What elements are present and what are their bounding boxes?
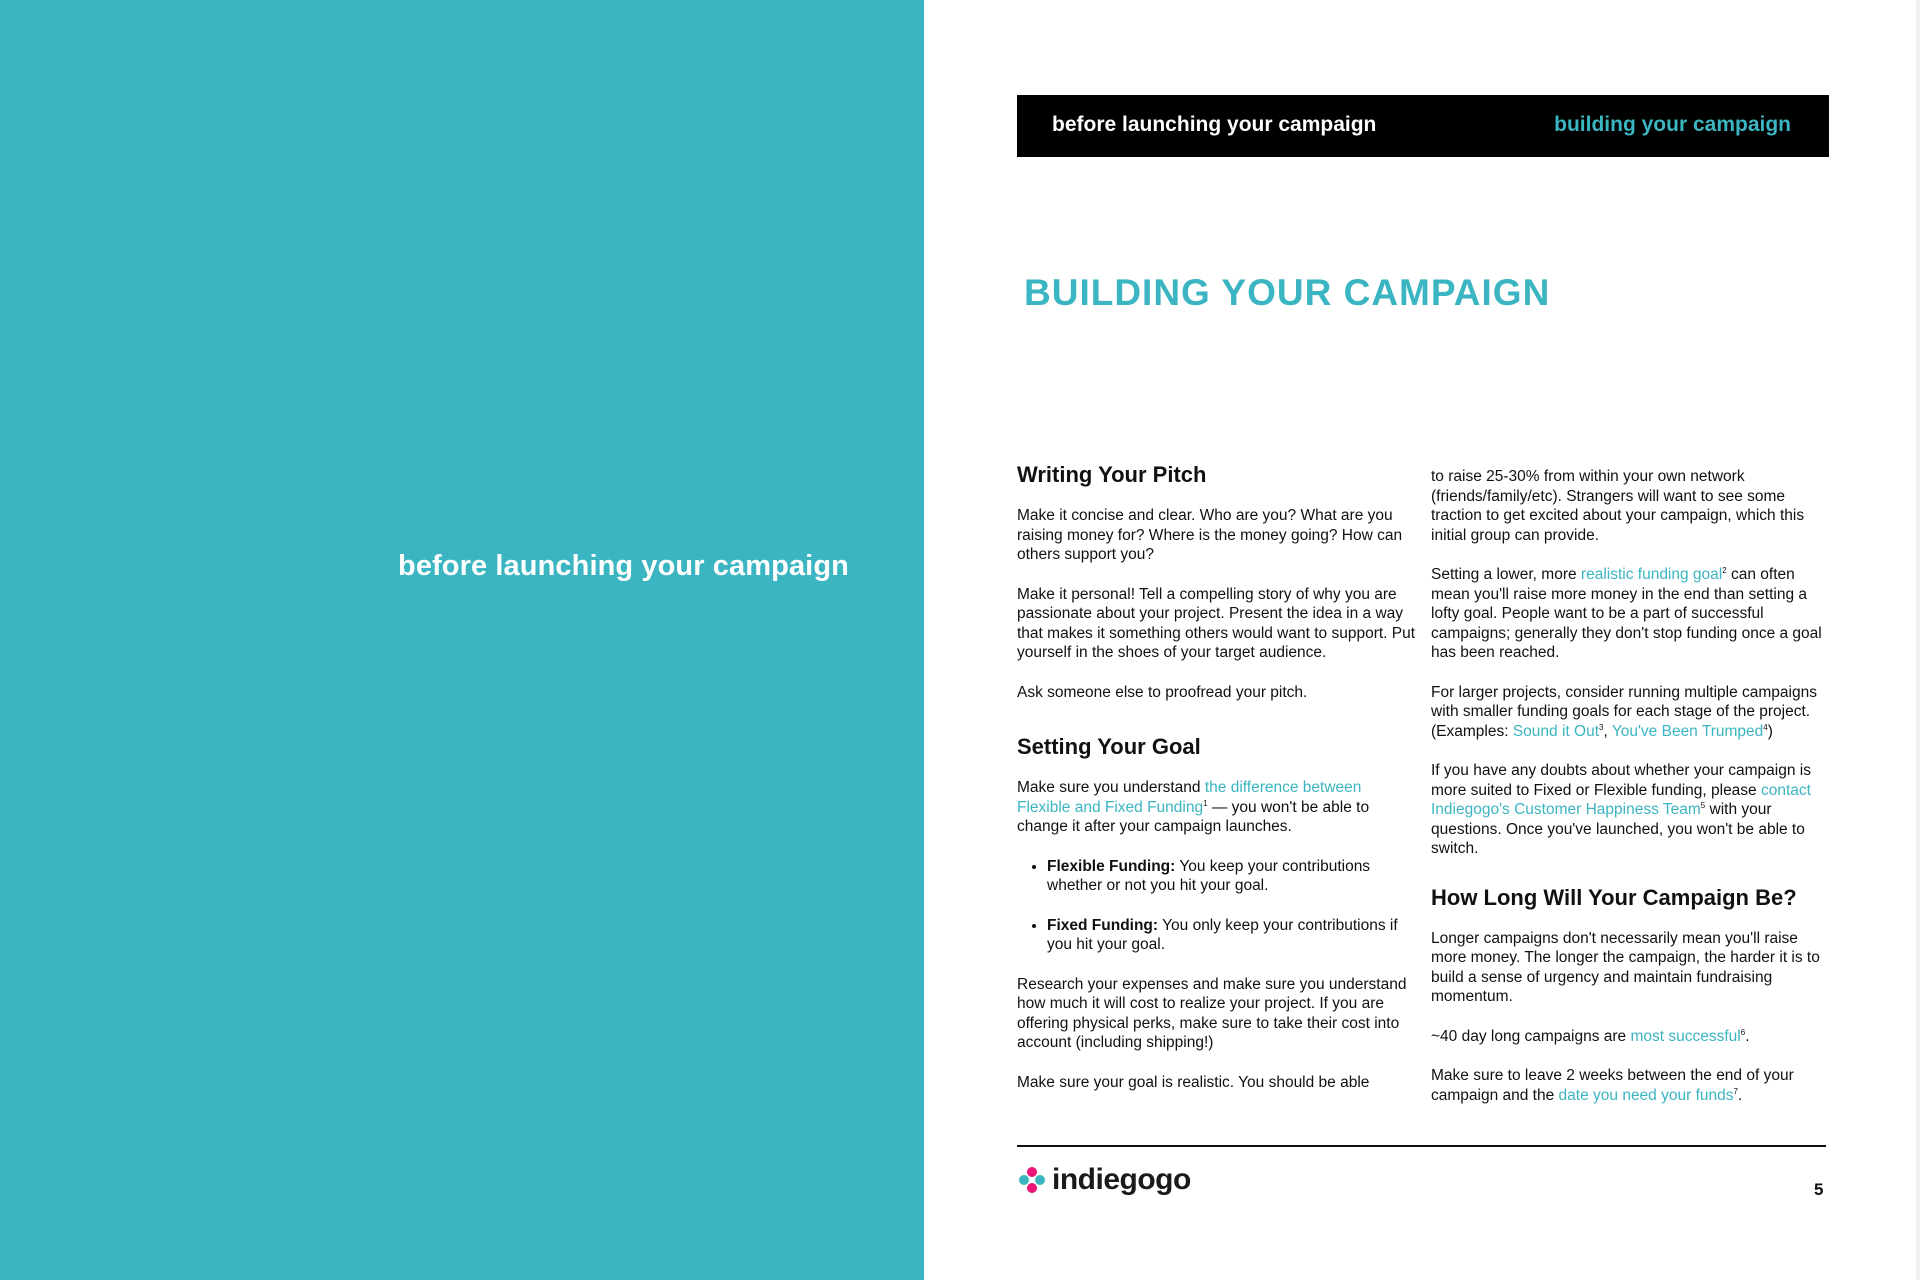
right-column xyxy=(1431,467,1833,1125)
youve-been-trumped-link[interactable]: You've Been Trumped xyxy=(1611,722,1764,740)
left-column xyxy=(1017,462,1419,1112)
funding-type-list xyxy=(1017,857,1419,955)
writing-pitch-paragraph-1: Make it concise and clear. Who are you? What are you raising money for? Where is the money going? How can others support you? xyxy=(1017,507,1403,563)
date-you-need-funds-link[interactable]: date you need your funds xyxy=(1558,1086,1734,1104)
text-segment: , xyxy=(1603,722,1612,740)
indiegogo-flower-icon xyxy=(1018,1166,1046,1194)
text-segment: Make sure to leave 2 weeks between the end of your campaign and the xyxy=(1431,1067,1794,1104)
text-segment: Make sure you understand xyxy=(1017,779,1205,796)
writing-pitch-paragraph-2: Make it personal! Tell a compelling story of why you are passionate about your project. Present the idea in a way that makes it something others would want to support. Put yourself in the shoes of your target audience. xyxy=(1017,585,1416,661)
customer-happiness-link[interactable]: contact Indiegogo's Customer Happiness Team xyxy=(1431,781,1811,818)
realistic-funding-goal-link[interactable]: realistic funding goal xyxy=(1580,566,1723,583)
footnote-ref: 5 xyxy=(1700,800,1706,810)
footnote-ref: 3 xyxy=(1599,722,1604,732)
list-item xyxy=(1047,857,1419,896)
document-page xyxy=(924,0,1920,1280)
footer-divider xyxy=(1017,1145,1826,1147)
campaign-length-heading: How Long Will Your Campaign Be? xyxy=(1431,884,1797,910)
page-number: 5 xyxy=(1814,1180,1824,1199)
section-header-bar xyxy=(1017,95,1829,157)
indiegogo-logo xyxy=(1018,1163,1191,1197)
footnote-ref: 2 xyxy=(1722,565,1727,575)
text-segment: can often mean you'll raise more money in the end than setting a lofty goal. People want to be a part of successful campaigns; generally they don't stop funding once a goal has been reached. xyxy=(1431,566,1822,661)
footnote-ref: 1 xyxy=(1203,798,1208,808)
goal-continued-paragraph: to raise 25-30% from within your own network (friends/family/etc). Strangers will want to see some traction to get excited about your campaign, which this initial group can provide. xyxy=(1431,468,1805,544)
text-segment: . xyxy=(1737,1086,1743,1104)
text-segment: ) xyxy=(1767,722,1773,740)
larger-projects-paragraph xyxy=(1431,683,1833,742)
bullet-term: Flexible Funding: xyxy=(1047,857,1176,875)
writing-pitch-paragraph-3: Ask someone else to proofread your pitch. xyxy=(1017,683,1308,701)
logo-wordmark: indiegogo xyxy=(1052,1163,1191,1196)
header-link-before-launching[interactable]: before launching your campaign xyxy=(1052,113,1377,136)
most-successful-link[interactable]: most successful xyxy=(1630,1027,1741,1045)
campaign-length-paragraph-2 xyxy=(1431,1027,1833,1047)
left-panel xyxy=(0,0,924,1280)
list-item xyxy=(1047,916,1419,955)
bullet-term: Fixed Funding: xyxy=(1047,916,1159,934)
text-segment: For larger projects, consider running multiple campaigns with smaller funding goals for each stage of the project. (Examples: xyxy=(1431,683,1817,740)
setting-goal-heading: Setting Your Goal xyxy=(1017,734,1201,759)
left-panel-title: before launching your campaign xyxy=(398,550,849,582)
setting-goal-paragraph-3: Make sure your goal is realistic. You should be able xyxy=(1017,1073,1370,1091)
bullet-text: You keep your contributions whether or not you hit your goal. xyxy=(1047,857,1371,894)
footnote-ref: 4 xyxy=(1763,722,1768,732)
text-segment: If you have any doubts about whether your campaign is more suited to Fixed or Flexible funding, please xyxy=(1431,762,1811,799)
footnote-ref: 6 xyxy=(1740,1027,1746,1037)
writing-pitch-heading: Writing Your Pitch xyxy=(1017,462,1207,487)
sound-it-out-link[interactable]: Sound it Out xyxy=(1512,722,1600,740)
header-link-building-campaign[interactable]: building your campaign xyxy=(1554,113,1791,136)
campaign-length-paragraph-3 xyxy=(1431,1066,1833,1105)
flexible-fixed-funding-link[interactable]: the difference between Flexible and Fixed Funding xyxy=(1017,779,1362,816)
setting-goal-paragraph-1 xyxy=(1017,778,1419,837)
setting-goal-paragraph-2: Research your expenses and make sure you understand how much it will cost to realize your project. If you are offering physical perks, make sure to take their cost into account (including shipping!) xyxy=(1017,975,1407,1051)
text-segment: . xyxy=(1745,1027,1750,1045)
footnote-ref: 7 xyxy=(1733,1086,1738,1096)
campaign-length-paragraph-1: Longer campaigns don't necessarily mean you'll raise more money. The longer the campaign, the harder it is to build a sense of urgency and maintain fundraising momentum. xyxy=(1431,929,1820,1005)
text-segment: with your questions. Once you've launched, you won't be able to switch. xyxy=(1431,801,1805,857)
bullet-text: You only keep your contributions if you hit your goal. xyxy=(1047,916,1398,953)
doubts-paragraph xyxy=(1431,761,1833,859)
realistic-goal-paragraph xyxy=(1431,565,1833,663)
text-segment: Setting a lower, more xyxy=(1431,566,1581,583)
text-segment: ~40 day long campaigns are xyxy=(1431,1027,1631,1045)
text-segment: — you won't be able to change it after your campaign launches. xyxy=(1017,798,1370,835)
page-title: BUILDING YOUR CAMPAIGN xyxy=(1024,272,1551,313)
page-edge xyxy=(1916,0,1920,1280)
